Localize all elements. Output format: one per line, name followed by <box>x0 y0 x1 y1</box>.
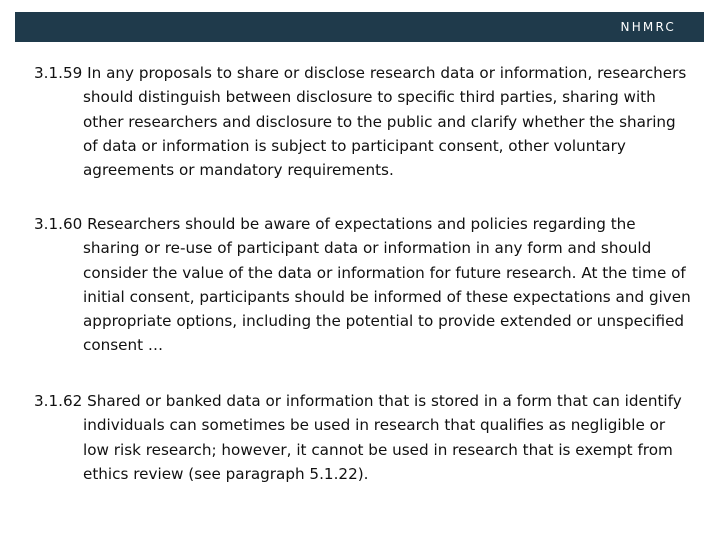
nhmrc-logo: NHMRC <box>620 20 676 34</box>
paragraph-3-1-59: 3.1.59 In any proposals to share or disclose research data or information, researchers should distinguish between disclosure to specific third parties, sharing with other researchers and disclosure to the public and clarify whether the sharing of data or information is subject to participant consent, other voluntary agreements or mandatory requirements. <box>34 64 687 180</box>
paragraph-3-1-62: 3.1.62 Shared or banked data or information that is stored in a form that can identify individuals can sometimes be used in research that qualifies as negligible or low risk research; however, it cannot be used in research that is exempt from ethics review (see paragraph 5.1.22). <box>34 392 682 483</box>
paragraph-3-1-60: 3.1.60 Researchers should be aware of expectations and policies regarding the sharing or re-use of participant data or information in any form and should consider the value of the data or information for future research. At the time of initial consent, participants should be informed of these expectations and given appropriate options, including the potential to provide extended or unspecified consent … <box>34 215 691 355</box>
